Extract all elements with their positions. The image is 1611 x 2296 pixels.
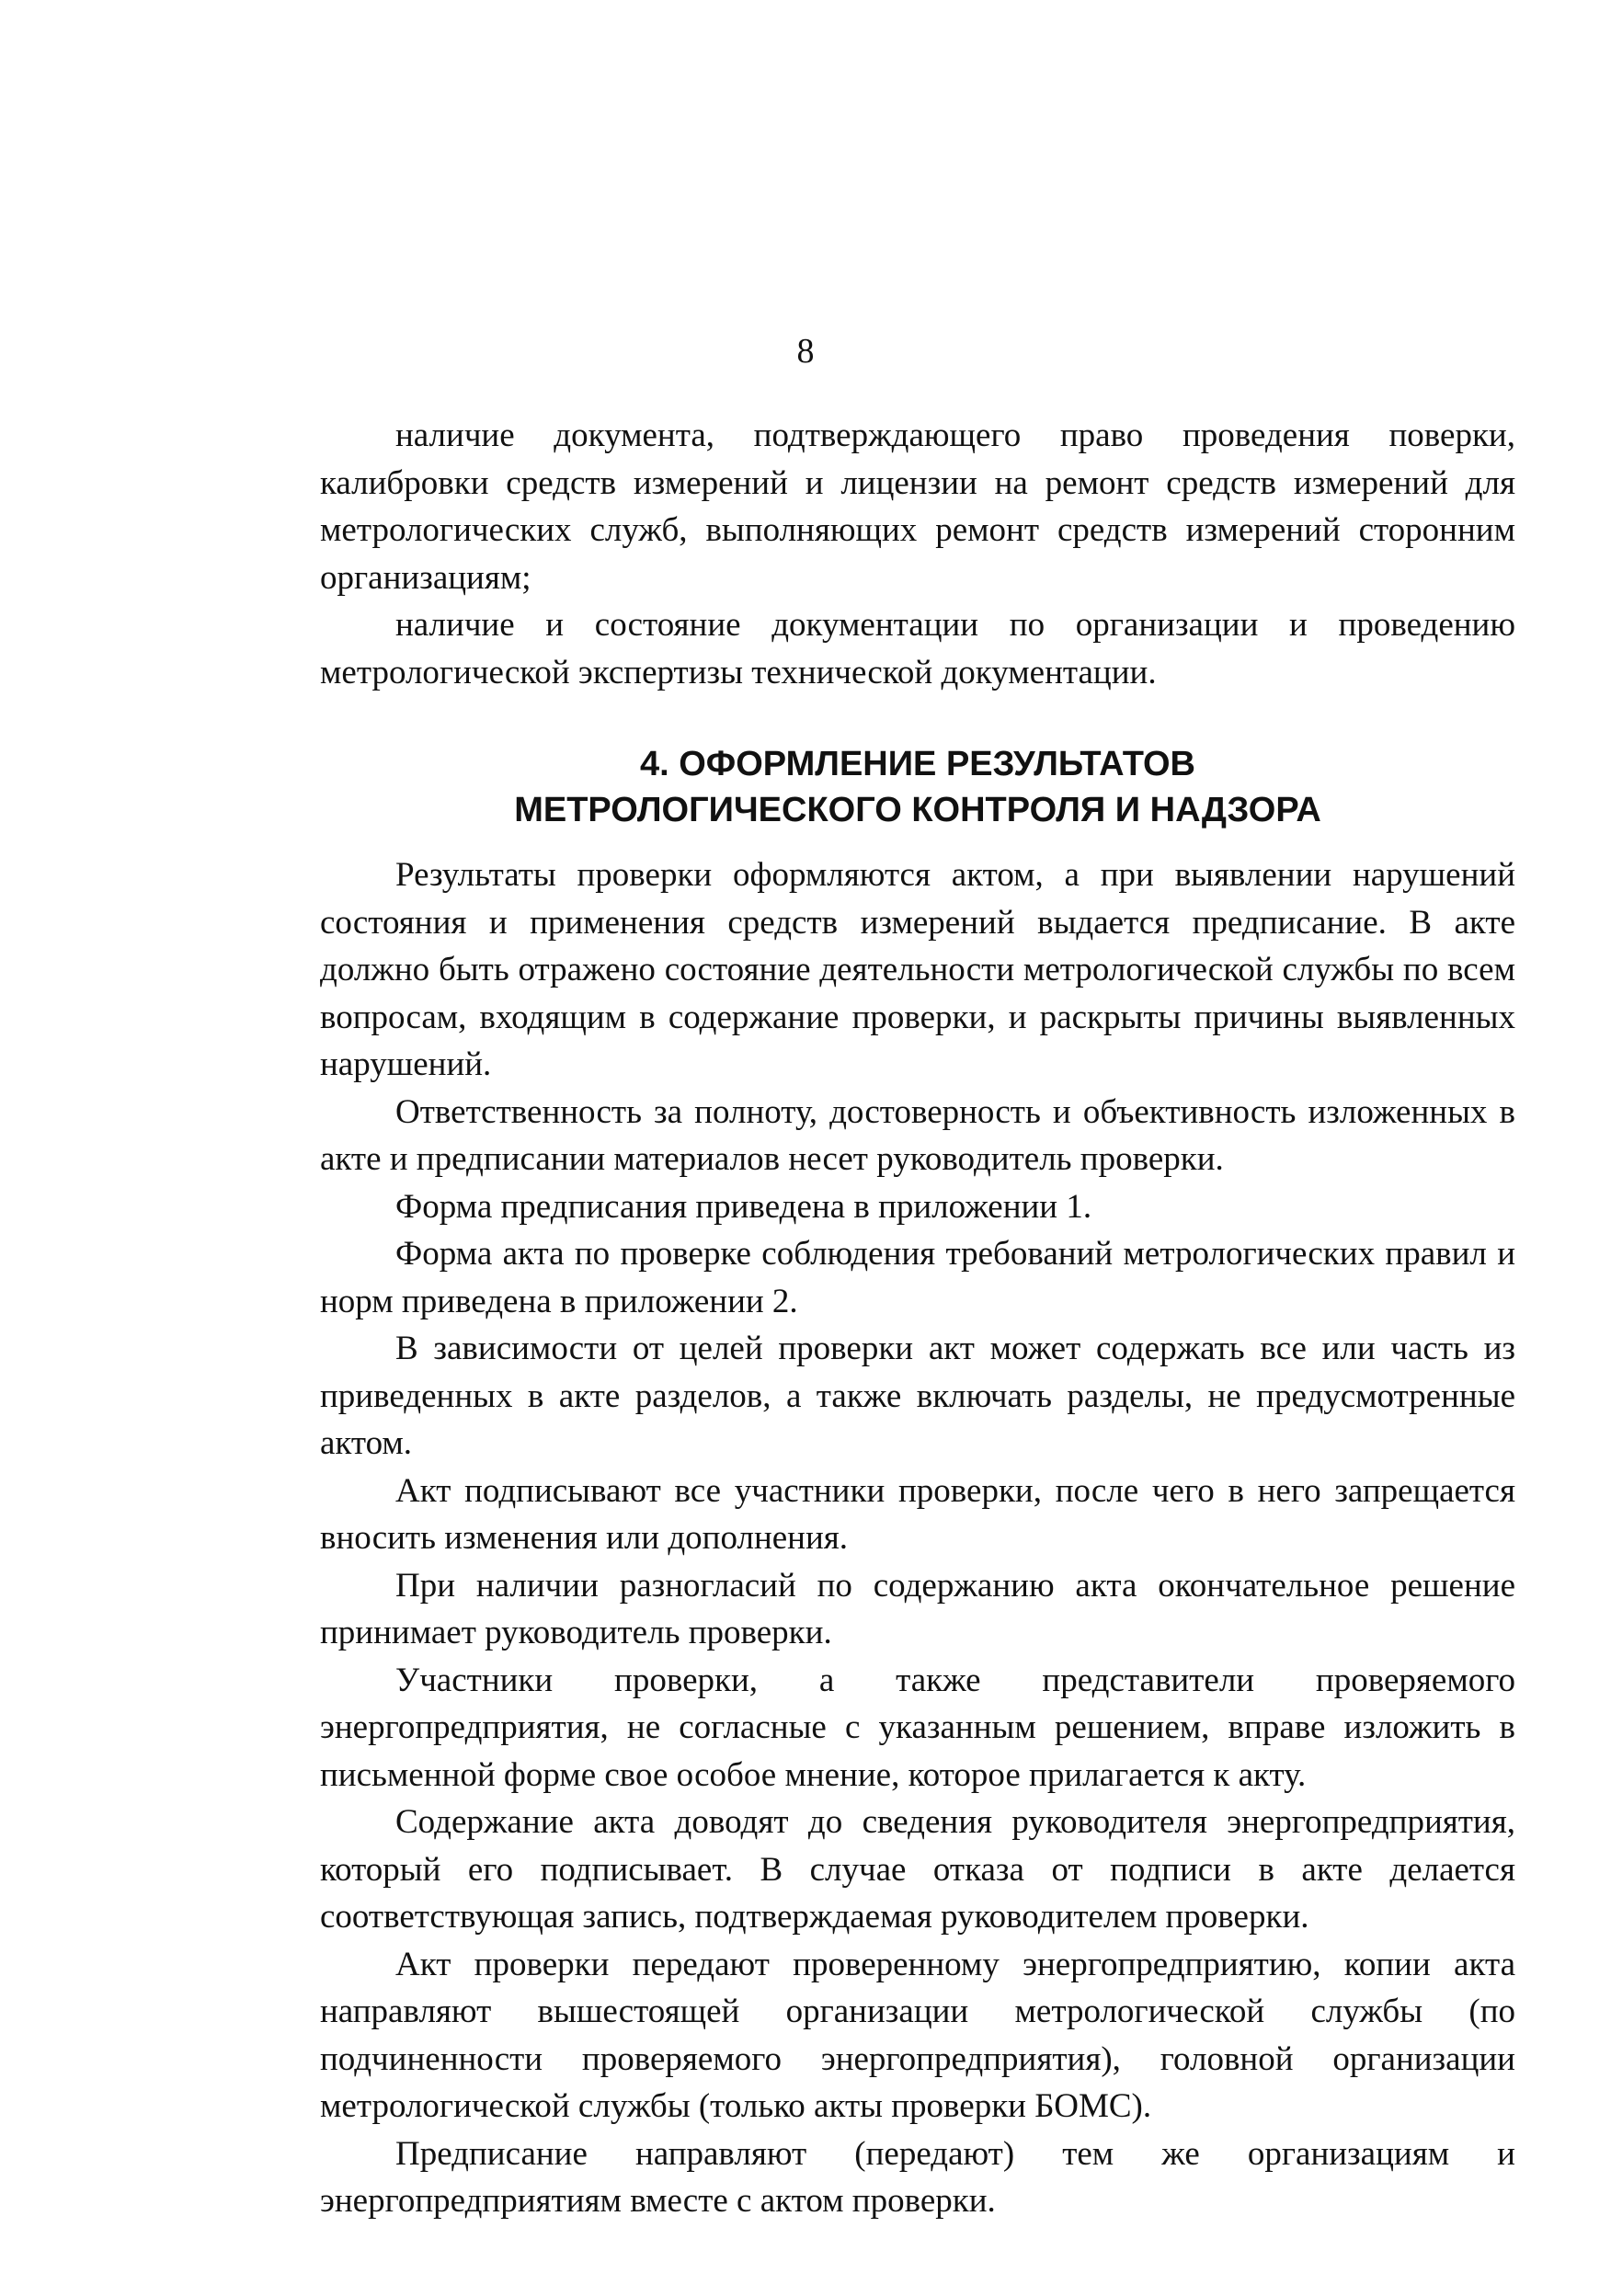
paragraph: При наличии разногласий по содержанию акта окончательное решение принимает руководитель проверки. (320, 1566, 1515, 1651)
intro-text (320, 412, 1515, 696)
paragraph: Акт подписывают все участники проверки, после чего в него запрещается вносить изменения или дополнения. (320, 1471, 1515, 1557)
section-body (320, 851, 1515, 2225)
paragraph: наличие и состояние документации по организации и проведению метрологической экспертизы технической документации. (320, 606, 1515, 691)
paragraph: Форма предписания приведена в приложении 1. (395, 1187, 1092, 1226)
paragraph: Форма акта по проверке соблюдения требований метрологических правил и норм приведена в приложении 2. (320, 1235, 1515, 1320)
paragraph: Результаты проверки оформляются актом, а при выявлении нарушений состояния и применения средств измерений выдается предписание. В акте должно быть отражено состояние деятельности метрологической службы по всем вопросам, входящим в содержание проверки, и раскрыты причины выявленных нарушений. (320, 856, 1515, 1083)
section-heading-line-1: 4. ОФОРМЛЕНИЕ РЕЗУЛЬТАТОВ (640, 745, 1195, 783)
section-heading-line-2: МЕТРОЛОГИЧЕСКОГО КОНТРОЛЯ И НАДЗОРА (514, 791, 1321, 829)
paragraph: Акт проверки передают проверенному энергопредприятию, копии акта направляют вышестоящей организации метрологической службы (по подчиненности проверяемого энергопредприятия), головной организации метрологической службы (только акты проверки БОМС). (320, 1945, 1515, 2125)
paragraph: В зависимости от целей проверки акт может содержать все или часть из приведенных в акте разделов, а также включать разделы, не предусмотренные актом. (320, 1330, 1515, 1462)
paragraph: Участники проверки, а также представители проверяемого энергопредприятия, не согласные с указанным решением, вправе изложить в письменной форме свое особое мнение, которое прилагается к акту. (320, 1661, 1515, 1794)
page-number: 8 (796, 332, 815, 371)
paragraph: Содержание акта доводят до сведения руководителя энергопредприятия, который его подписывает. В случае отказа от подписи в акте делается соответствующая запись, подтверждаемая руководителем проверки. (320, 1803, 1515, 1936)
paragraph: Предписание направляют (передают) тем же организациям и энергопредприятиям вместе с актом проверки. (320, 2134, 1515, 2220)
paragraph: наличие документа, подтверждающего право проведения поверки, калибровки средств измерений и лицензии на ремонт средств измерений для метрологических служб, выполняющих ремонт средств измерений сторонним организациям; (320, 417, 1515, 597)
paragraph: Ответственность за полноту, достоверность и объективность изложенных в акте и предписании материалов несет руководитель проверки. (320, 1092, 1515, 1178)
section-heading (320, 741, 1515, 833)
